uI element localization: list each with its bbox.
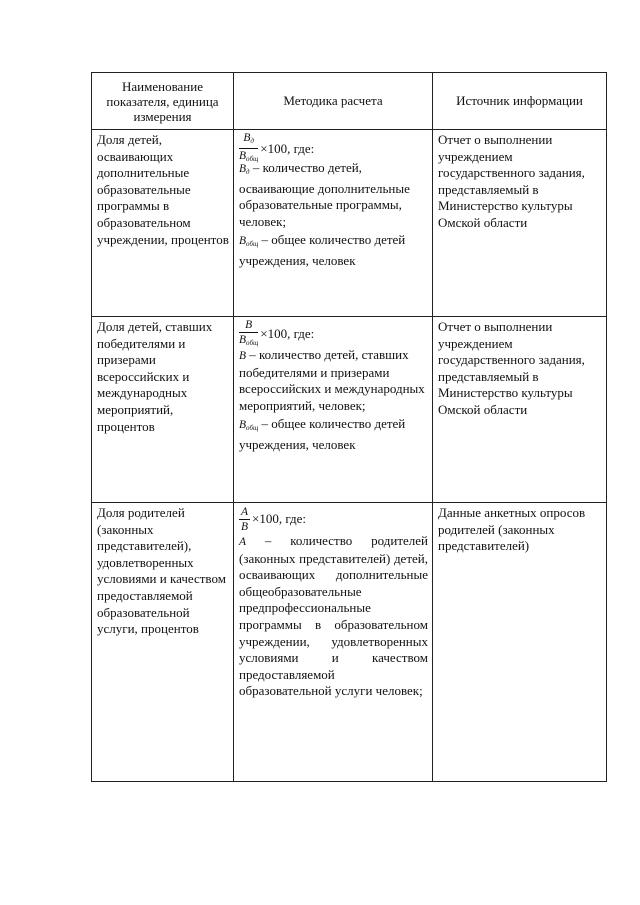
formula-denominator: B [239,150,247,162]
formula-suffix: ×100, где: [260,326,315,341]
formula-numerator-sub: д [250,137,254,145]
information-source-cell: Данные анкетных опросов родителей (законных представителей) [433,503,607,782]
variable-definition [239,160,428,230]
table-row [92,503,607,782]
formula-numerator: A [241,505,249,518]
definition-text: – количество детей, осваивающие дополнительные образовательные программы, человек; [239,160,410,229]
formula-denominator: B [241,520,249,533]
indicator-name-cell: Доля детей, осваивающих дополнительные образовательные программы в образовательном учреждении, процентов [92,130,234,317]
definition-variable: B [239,235,247,248]
definition-variable-sub: общ [246,424,259,433]
information-source-cell: Отчет о выполнении учреждением государственного задания, представляемый в Министерство культуры Омской области [433,317,607,503]
table-header-row [92,73,607,130]
formula-numerator: B [243,132,251,144]
calculation-method-cell [234,130,433,317]
definition-text: – количество детей, ставших победителями и призерами всероссийских и международных мероприятий, человек; [239,347,425,413]
formula-denominator-sub: общ [246,339,259,347]
indicator-name-cell: Доля родителей (законных представителей), удовлетворенных условиями и качеством предоставляемой образовательной услуги, процентов [92,503,234,782]
information-source-cell: Отчет о выполнении учреждением государственного задания, представляемый в Министерство культуры Омской области [433,130,607,317]
formula-denominator: B [239,334,247,346]
table-row [92,130,607,317]
calculation-method-cell [234,317,433,503]
definition-variable: B [239,419,247,432]
formula-suffix: ×100, где: [260,140,315,156]
header-information-source: Источник информации [433,73,607,130]
definition-variable: A [239,536,247,548]
indicator-name-cell: Доля детей, ставших победителями и призерами всероссийских и международных мероприятий, процентов [92,317,234,503]
calculation-method-cell [234,503,433,782]
formula-denominator-sub: общ [246,155,259,163]
formula [239,132,428,163]
definition-variable-sub: д [246,168,250,176]
table-row [92,317,607,503]
definition-variable: B [239,163,247,175]
definition-variable: B [239,350,247,362]
formula [239,319,428,347]
variable-definition [239,533,428,700]
formula-numerator: B [245,319,253,331]
definition-text: – общее количество детей учреждения, человек [239,416,406,452]
header-calculation-method: Методика расчета [234,73,433,130]
header-indicator-name: Наименование показателя, единица измерения [92,73,234,130]
formula-suffix: ×100, где: [252,511,307,527]
variable-definition [239,416,428,453]
variable-definition [239,347,428,414]
formula-fraction [239,506,250,533]
formula [239,505,428,533]
definition-variable-sub: общ [246,240,259,249]
definition-text: – общее количество детей учреждения, человек [239,232,406,268]
formula-fraction [239,319,258,349]
definition-text: – количество родителей (законных представителей) детей, осваивающих дополнительные общеобразовательные предпрофессиональные программы в образовательном учреждении, удовлетворенных условиями и качеством предоставляемой образовательной услуги человек; [239,533,428,699]
variable-definition [239,232,428,269]
indicators-table [91,72,607,782]
